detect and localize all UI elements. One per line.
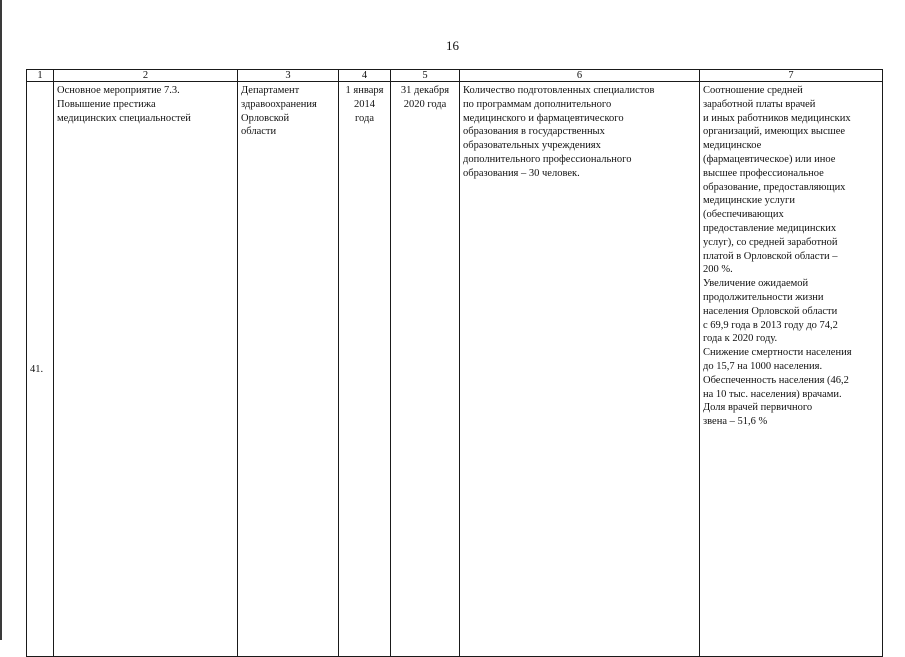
end-date-text: 31 декабря 2020 года [400, 85, 450, 110]
column-header-6: 6 [460, 70, 700, 82]
header-row [27, 70, 883, 82]
start-date-cell [339, 82, 391, 657]
column-header-5: 5 [391, 70, 460, 82]
scan-edge [0, 0, 2, 640]
table-row [27, 82, 883, 657]
row-number: 41. [27, 82, 54, 657]
indicators-cell [700, 82, 883, 657]
executor-cell [238, 82, 339, 657]
column-header-2: 2 [54, 70, 238, 82]
indicators-text: Соотношение средней заработной платы врачей и иных работников медицинских организаций, имеющих высшее медицинское (фармацевтическое) или иное высшее профессиональное образование, предоставляющих медицинские услуги (обеспечивающих предоставление медицинских услуг), со средней заработной платой в Орловской области – 200 %. Увеличение ожидаемой продолжительности жизни населения Орловской области с 69,9 года в 2013 году до 74,2 года к 2020 году. Снижение смертности населения до 15,7 на 1000 населения. Обеспеченность населения (46,2 на 10 тыс. населения) врачами. Доля врачей первичного звена – 51,6 % [703, 85, 852, 428]
column-header-4: 4 [339, 70, 391, 82]
event-cell [54, 82, 238, 657]
column-header-7: 7 [700, 70, 883, 82]
executor-text: Департамент здравоохранения Орловской области [241, 85, 317, 138]
page-number: 16 [446, 38, 459, 53]
column-header-3: 3 [238, 70, 339, 82]
end-date-cell [391, 82, 460, 657]
activities-table [26, 69, 883, 657]
event-text: Основное мероприятие 7.3. Повышение престижа медицинских специальностей [57, 85, 191, 124]
result-cell [460, 82, 700, 657]
start-date-text: 1 января 2014 года [345, 85, 384, 124]
column-header-1: 1 [27, 70, 54, 82]
result-text: Количество подготовленных специалистов по программам дополнительного медицинского и фармацевтического образования в государственных образовательных учреждениях дополнительного профессионального образования – 30 человек. [463, 85, 655, 179]
